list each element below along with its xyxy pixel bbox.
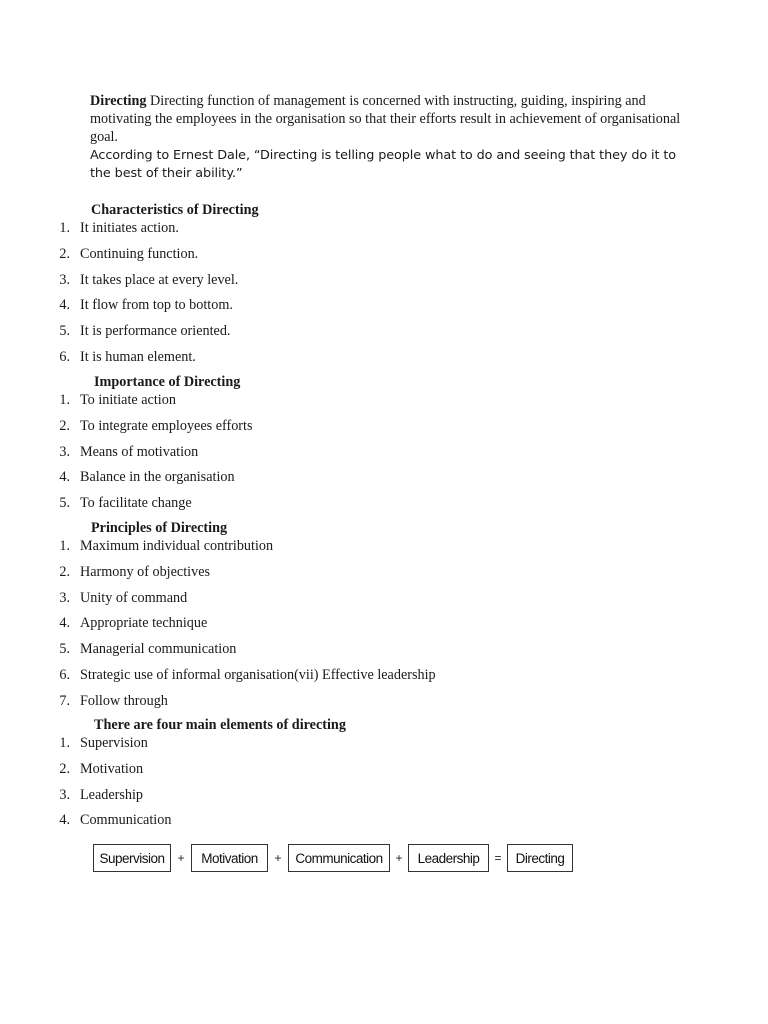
list-item-text: Appropriate technique — [80, 615, 208, 632]
list-item — [0, 614, 436, 640]
list-number: 4. — [59, 469, 70, 486]
list-number: 5. — [59, 323, 70, 340]
list-item-text: Maximum individual contribution — [80, 538, 274, 554]
list-item-text: To integrate employees efforts — [80, 417, 253, 434]
plus-operator: + — [274, 851, 282, 865]
list-item — [0, 219, 238, 245]
list-item-text: Means of motivation — [80, 443, 199, 460]
list-item — [0, 760, 171, 786]
list-item-text: To facilitate change — [80, 495, 192, 512]
list-number: 2. — [59, 563, 70, 580]
list-item-text: It takes place at every level. — [80, 271, 239, 288]
list-number: 1. — [59, 735, 70, 751]
communication-box: Communication — [288, 844, 390, 872]
list-item-text: Unity of command — [80, 589, 188, 606]
plus-operator: + — [177, 851, 185, 865]
list-item-text: Managerial communication — [80, 641, 237, 658]
list-item-text: Leadership — [80, 786, 144, 803]
intro-section — [90, 92, 690, 183]
list-item — [0, 348, 238, 374]
list-item — [0, 417, 252, 443]
list-item — [0, 494, 252, 520]
list-number: 2. — [59, 245, 70, 262]
list-number: 7. — [59, 692, 70, 709]
supervision-box: Supervision — [93, 844, 171, 872]
list-item-text: Supervision — [80, 735, 148, 751]
elements-heading: There are four main elements of directing — [94, 717, 346, 733]
characteristics-list — [0, 219, 238, 374]
directing-elements-diagram — [93, 842, 573, 874]
list-item — [0, 271, 238, 297]
list-item — [0, 443, 252, 469]
list-item — [0, 666, 436, 692]
list-number: 5. — [59, 495, 70, 512]
list-item — [0, 640, 436, 666]
list-number: 4. — [59, 812, 70, 829]
list-number: 6. — [59, 348, 70, 365]
list-number: 2. — [59, 417, 70, 434]
list-item-text: Continuing function. — [80, 245, 199, 262]
importance-heading: Importance of Directing — [94, 374, 241, 390]
list-item — [0, 322, 238, 348]
list-item-text: Communication — [80, 812, 172, 829]
list-item-text: It is human element. — [80, 348, 196, 365]
list-number: 5. — [59, 641, 70, 658]
list-item — [0, 734, 171, 760]
definition-paragraph — [90, 92, 690, 147]
ernest-dale-quote: According to Ernest Dale, “Directing is telling people what to do and seeing that they do it to the best of their ability.” — [90, 147, 677, 181]
list-item — [0, 296, 238, 322]
list-number: 1. — [59, 538, 70, 554]
list-number: 3. — [59, 589, 70, 606]
list-number: 3. — [59, 271, 70, 288]
list-item-text: Strategic use of informal organisation(vii) Effective leadership — [80, 666, 436, 683]
list-item — [0, 563, 436, 589]
list-item-text: It flow from top to bottom. — [80, 297, 233, 314]
list-number: 2. — [59, 760, 70, 777]
list-item-text: It initiates action. — [80, 220, 179, 236]
list-item-text: Balance in the organisation — [80, 469, 235, 486]
list-item-text: Harmony of objectives — [80, 563, 211, 580]
list-item-text: It is performance oriented. — [80, 323, 231, 340]
leadership-box: Leadership — [408, 844, 489, 872]
list-item — [0, 468, 252, 494]
elements-list — [0, 734, 171, 837]
importance-list — [0, 391, 252, 520]
list-item — [0, 786, 171, 812]
list-item — [0, 589, 436, 615]
principles-list — [0, 537, 436, 718]
plus-operator: + — [395, 851, 403, 865]
characteristics-heading: Characteristics of Directing — [91, 202, 259, 218]
directing-box: Directing — [507, 844, 573, 872]
list-item-text: To initiate action — [80, 392, 176, 408]
principles-heading: Principles of Directing — [91, 520, 228, 536]
list-item-text: Follow through — [80, 692, 168, 709]
list-item — [0, 811, 171, 837]
directing-term: Directing — [90, 93, 147, 109]
list-item — [0, 537, 436, 563]
list-number: 6. — [59, 666, 70, 683]
list-item — [0, 692, 436, 718]
motivation-box: Motivation — [191, 844, 268, 872]
list-number: 4. — [59, 297, 70, 314]
list-number: 3. — [59, 443, 70, 460]
definition-text: Directing function of management is concerned with instructing, guiding, inspiring and motivating the employees in the organisation so that their efforts result in achievement of organisational goal. — [90, 93, 681, 146]
list-item — [0, 391, 252, 417]
list-number: 1. — [59, 220, 70, 236]
list-number: 4. — [59, 615, 70, 632]
list-number: 3. — [59, 786, 70, 803]
list-number: 1. — [59, 392, 70, 408]
list-item — [0, 245, 238, 271]
list-item-text: Motivation — [80, 760, 144, 777]
equals-operator: = — [494, 851, 502, 865]
